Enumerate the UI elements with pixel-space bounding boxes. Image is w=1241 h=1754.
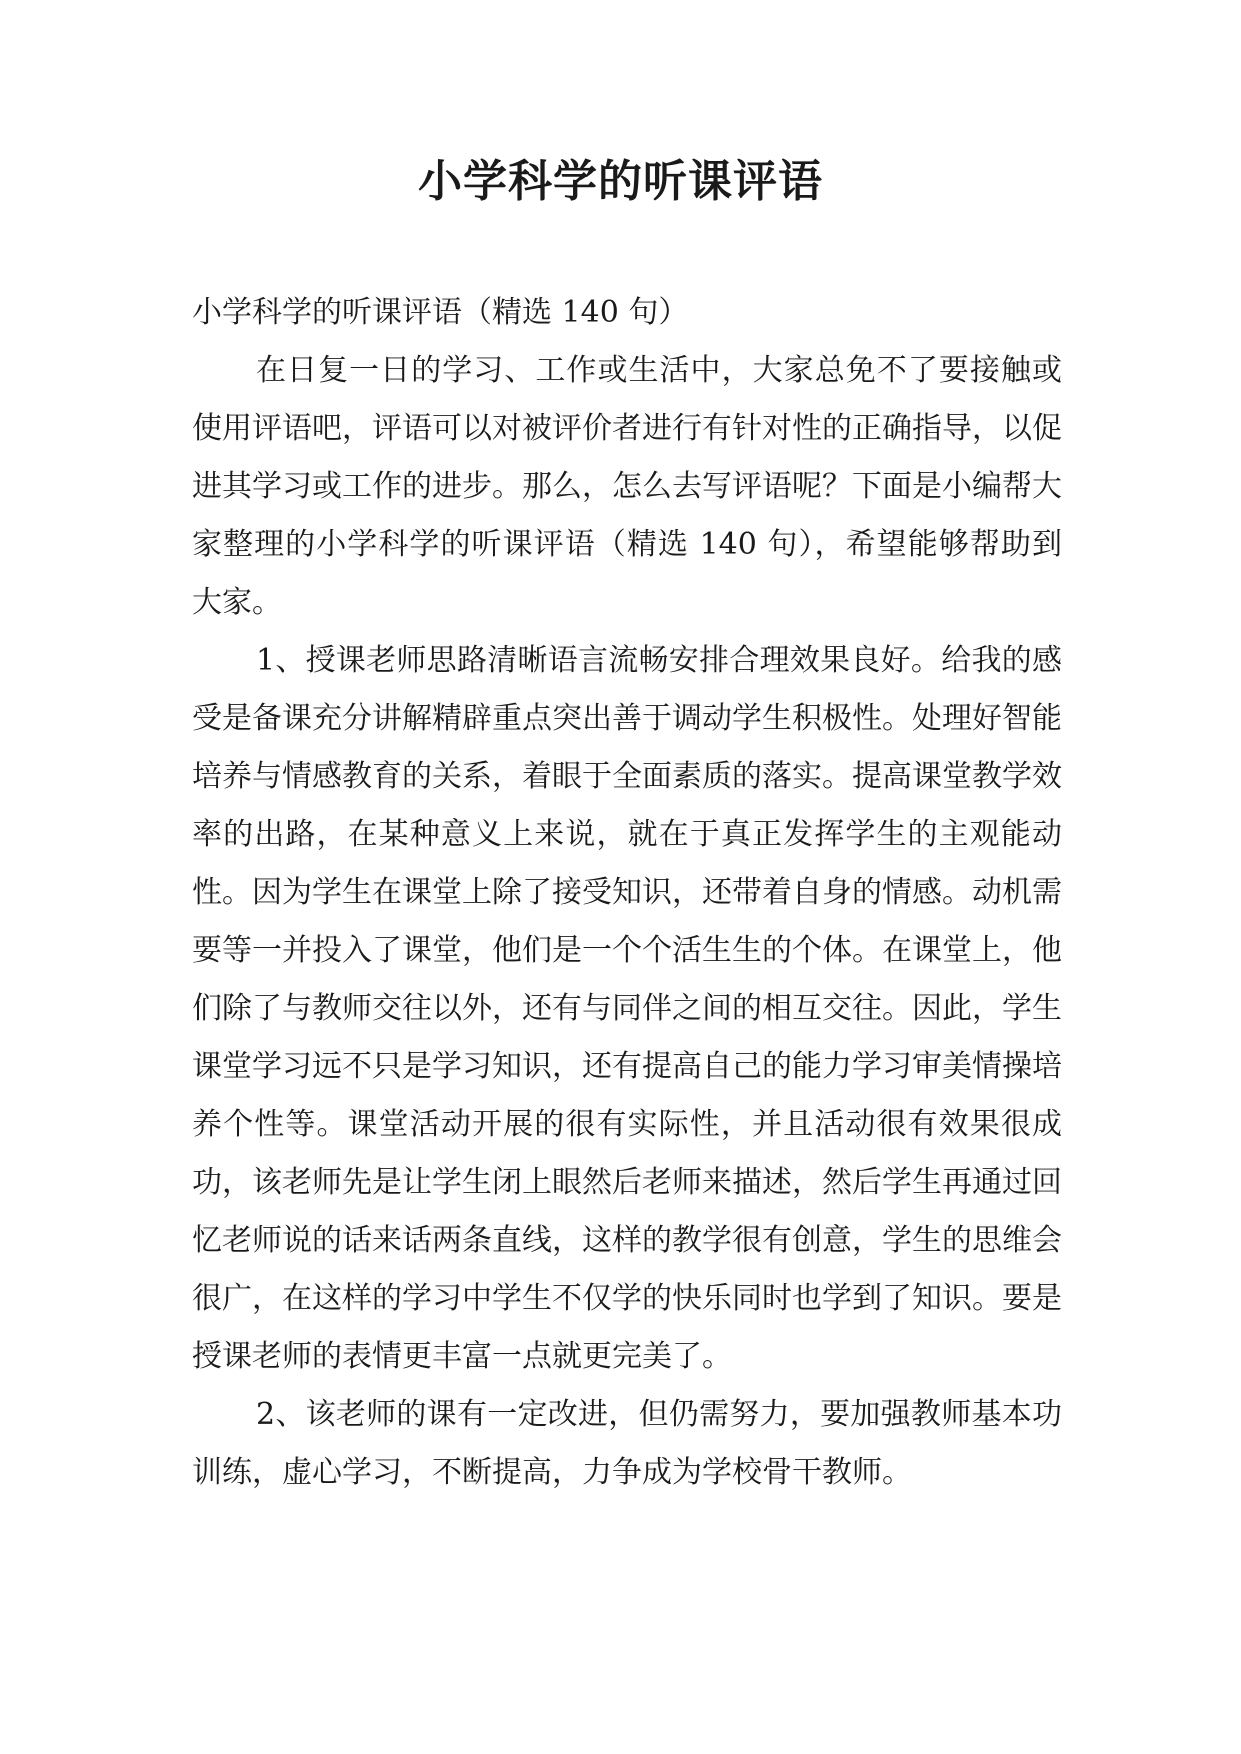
document-body	[192, 284, 1062, 1502]
document-subtitle: 小学科学的听课评语（精选 140 句）	[192, 295, 689, 330]
document-title: 小学科学的听课评语	[418, 156, 823, 207]
comment-paragraph-2: 2、该老师的课有一定改进，但仍需努力，要加强教师基本功训练，虚心学习，不断提高，力争成为学校骨干教师。	[192, 1397, 1062, 1490]
comment-paragraph-1: 1、授课老师思路清晰语言流畅安排合理效果良好。给我的感受是备课充分讲解精辟重点突出善于调动学生积极性。处理好智能培养与情感教育的关系，着眼于全面素质的落实。提高课堂教学效率的出路，在某种意义上来说，就在于真正发挥学生的主观能动性。因为学生在课堂上除了接受知识，还带着自身的情感。动机需要等一并投入了课堂，他们是一个个活生生的个体。在课堂上，他们除了与教师交往以外，还有与同伴之间的相互交往。因此，学生课堂学习远不只是学习知识，还有提高自己的能力学习审美情操培养个性等。课堂活动开展的很有实际性，并且活动很有效果很成功，该老师先是让学生闭上眼然后老师来描述，然后学生再通过回忆老师说的话来话两条直线，这样的教学很有创意，学生的思维会很广，在这样的学习中学生不仅学的快乐同时也学到了知识。要是授课老师的表情更丰富一点就更完美了。	[192, 643, 1062, 1374]
intro-paragraph: 在日复一日的学习、工作或生活中，大家总免不了要接触或使用评语吧，评语可以对被评价者进行有针对性的正确指导，以促进其学习或工作的进步。那么，怎么去写评语呢？下面是小编帮大家整理的小学科学的听课评语（精选 140 句），希望能够帮助到大家。	[192, 353, 1062, 620]
